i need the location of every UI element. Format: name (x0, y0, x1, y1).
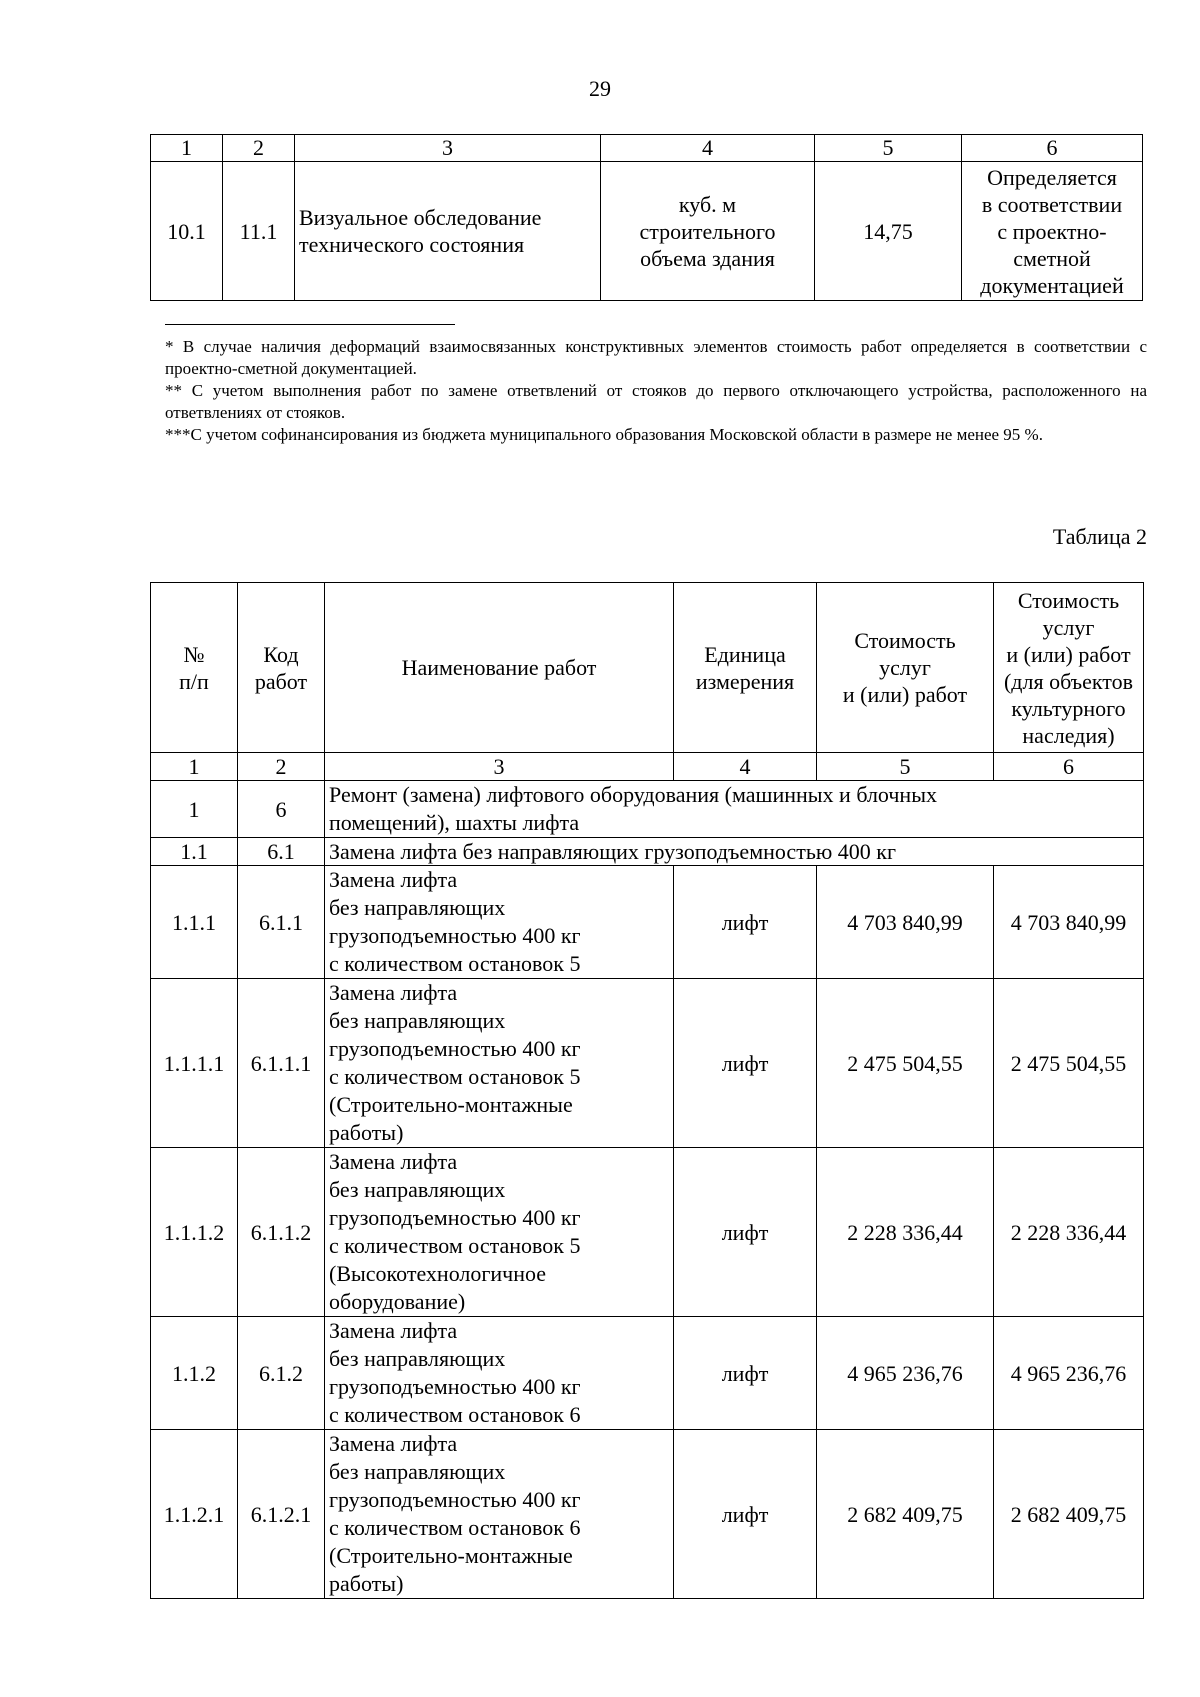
cost-heritage: 4 965 236,76 (994, 1317, 1144, 1430)
work-code: 6.1.1.2 (238, 1148, 325, 1317)
head-cost-heritage: Стоимость услуг и (или) работ (для объектов культурного наследия) (994, 583, 1144, 753)
cost-heritage: 2 682 409,75 (994, 1430, 1144, 1599)
table1-col-6: 6 (962, 135, 1143, 162)
table-row (151, 1317, 1144, 1430)
footnote-1: * В случае наличия деформаций взаимосвязанных конструктивных элементов стоимость работ определяется в соответствии с проектно-сметной документацией. (165, 337, 1147, 378)
head-cost: Стоимость услуг и (или) работ (817, 583, 994, 753)
table1-col-3: 3 (295, 135, 601, 162)
subsection-code: 6.1 (238, 838, 325, 866)
table1-col-1: 1 (151, 135, 223, 162)
table1-col-2: 2 (223, 135, 295, 162)
table-row (151, 162, 1143, 301)
section-num: 1 (151, 781, 238, 838)
unit: лифт (674, 1430, 817, 1599)
footnote-3: ***С учетом софинансирования из бюджета муниципального образования Московской области в размере не менее 95 %. (165, 425, 1043, 444)
col-num-1: 1 (151, 753, 238, 781)
section-row (151, 781, 1144, 838)
unit: куб. м строительного объема здания (601, 162, 815, 301)
work-code: 11.1 (223, 162, 295, 301)
cost-heritage: 2 228 336,44 (994, 1148, 1144, 1317)
table1-col-4: 4 (601, 135, 815, 162)
unit: лифт (674, 1317, 817, 1430)
footnotes (165, 336, 1147, 446)
work-name: Замена лифта без направляющих грузоподъемностью 400 кг с количеством остановок 5 (Строительно-монтажные работы) (325, 979, 674, 1148)
unit: лифт (674, 866, 817, 979)
subsection-name: Замена лифта без направляющих грузоподъемностью 400 кг (325, 838, 1144, 866)
cost: 4 703 840,99 (817, 866, 994, 979)
head-unit: Единица измерения (674, 583, 817, 753)
column-numbers-row (151, 753, 1144, 781)
work-code: 6.1.1.1 (238, 979, 325, 1148)
table-label: Таблица 2 (1052, 524, 1147, 549)
cost-heritage: Определяется в соответствии с проектно- сметной документацией (962, 162, 1143, 301)
work-code: 6.1.2.1 (238, 1430, 325, 1599)
cost: 2 682 409,75 (817, 1430, 994, 1599)
col-num-4: 4 (674, 753, 817, 781)
cost-heritage: 4 703 840,99 (994, 866, 1144, 979)
page-number: 29 (589, 76, 611, 101)
table-row (151, 1430, 1144, 1599)
table2-header-row (151, 583, 1144, 753)
table-row (151, 866, 1144, 979)
continuation-table (150, 134, 1143, 301)
table1-col-5: 5 (815, 135, 962, 162)
row-number: 1.1.2 (151, 1317, 238, 1430)
row-number: 1.1.1 (151, 866, 238, 979)
subsection-row (151, 838, 1144, 866)
work-code: 6.1.1 (238, 866, 325, 979)
section-name: Ремонт (замена) лифтового оборудования (машинных и блочных помещений), шахты лифта (325, 781, 1144, 838)
cost: 4 965 236,76 (817, 1317, 994, 1430)
col-num-2: 2 (238, 753, 325, 781)
footnote-2: ** С учетом выполнения работ по замене ответвлений от стояков до первого отключающего устройства, расположенного на ответвлениях от стояков. (165, 381, 1147, 422)
section-code: 6 (238, 781, 325, 838)
unit: лифт (674, 979, 817, 1148)
table-row (151, 1148, 1144, 1317)
head-num: № п/п (151, 583, 238, 753)
col-num-5: 5 (817, 753, 994, 781)
row-number: 1.1.1.1 (151, 979, 238, 1148)
head-name: Наименование работ (325, 583, 674, 753)
cost: 2 228 336,44 (817, 1148, 994, 1317)
subsection-num: 1.1 (151, 838, 238, 866)
work-code: 6.1.2 (238, 1317, 325, 1430)
work-name: Замена лифта без направляющих грузоподъемностью 400 кг с количеством остановок 6 (325, 1317, 674, 1430)
work-name: Визуальное обследование технического состояния (295, 162, 601, 301)
footnote-separator (165, 324, 455, 325)
cost: 2 475 504,55 (817, 979, 994, 1148)
cost-heritage: 2 475 504,55 (994, 979, 1144, 1148)
row-number: 1.1.2.1 (151, 1430, 238, 1599)
row-number: 10.1 (151, 162, 223, 301)
head-code: Код работ (238, 583, 325, 753)
col-num-3: 3 (325, 753, 674, 781)
cost: 14,75 (815, 162, 962, 301)
prices-table (150, 582, 1144, 1599)
table1-header-row (151, 135, 1143, 162)
work-name: Замена лифта без направляющих грузоподъемностью 400 кг с количеством остановок 6 (Строительно-монтажные работы) (325, 1430, 674, 1599)
table-row (151, 979, 1144, 1148)
row-number: 1.1.1.2 (151, 1148, 238, 1317)
work-name: Замена лифта без направляющих грузоподъемностью 400 кг с количеством остановок 5 (Высокотехнологичное оборудование) (325, 1148, 674, 1317)
unit: лифт (674, 1148, 817, 1317)
col-num-6: 6 (994, 753, 1144, 781)
work-name: Замена лифта без направляющих грузоподъемностью 400 кг с количеством остановок 5 (325, 866, 674, 979)
